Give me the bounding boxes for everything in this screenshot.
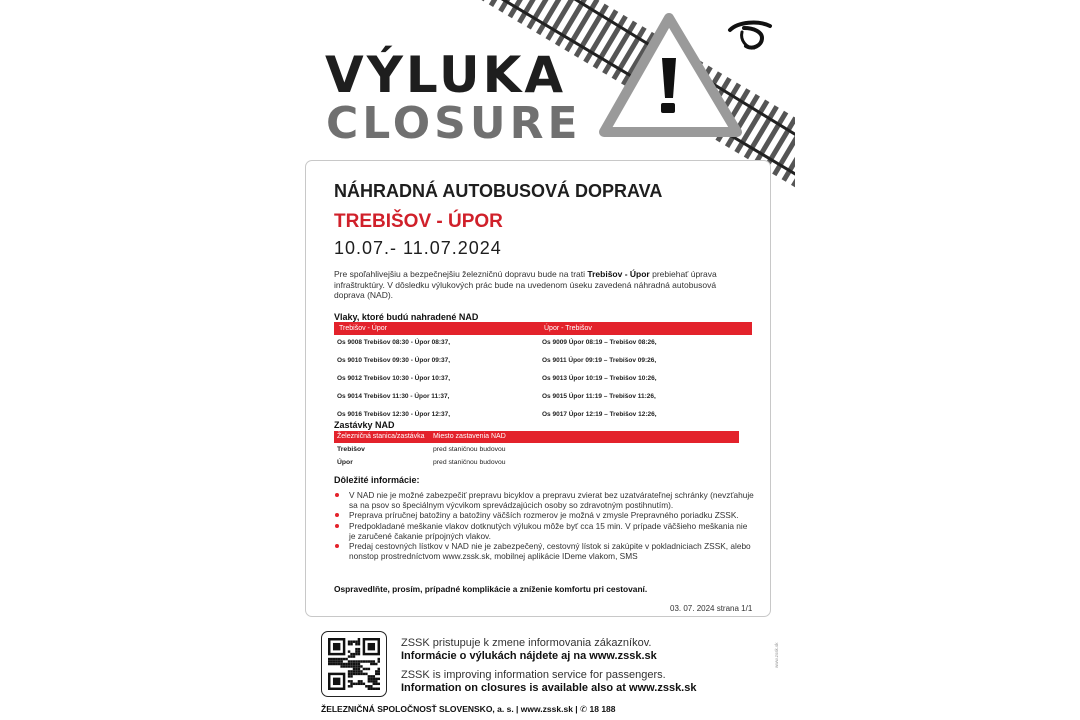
intro-text-1: Pre spoľahlivejšiu a bezpečnejšiu železničnú dopravu bude na trati — [334, 269, 588, 279]
closure-title-sk: VÝLUKA — [325, 46, 567, 104]
intro-text-2: prebiehať úprava infraštruktúry. V dôsledku výlukových prác bude na uvedenom úseku zavedená náhradná autobusová doprava (NAD). — [334, 269, 717, 300]
train-row: Os 9008 Trebišov 08:30 - Úpor 08:37, — [337, 339, 451, 346]
company-footer: ŽELEZNIČNÁ SPOLOČNOSŤ SLOVENSKO, a. s. | www.zssk.sk | ✆ 18 188 — [321, 704, 616, 714]
train-row: Os 9010 Trebišov 09:30 - Úpor 09:37, — [337, 357, 451, 364]
intro-paragraph — [334, 269, 744, 301]
page-footnote: 03. 07. 2024 strana 1/1 — [670, 604, 753, 613]
list-item — [334, 490, 754, 510]
trains-header-right: Úpor - Trebišov — [544, 325, 592, 332]
trains-header-bar — [334, 322, 752, 335]
list-item — [334, 541, 754, 561]
route-title: TREBIŠOV - ÚPOR — [334, 211, 503, 232]
bullet-icon — [335, 513, 339, 517]
footer-info-sk-link[interactable]: Informácie o výlukách nájdete aj na www.zssk.sk — [401, 650, 657, 662]
stops-header-station: Železničná stanica/zastávka — [337, 433, 425, 440]
important-title: Dôležité informácie: — [334, 475, 420, 485]
footer-info-en-link[interactable]: Information on closures is available also at www.zssk.sk — [401, 682, 697, 694]
footer-info-sk: ZSSK pristupuje k zmene informovania zákazníkov. — [401, 637, 652, 649]
bullet-icon — [335, 524, 339, 528]
list-item-text: Predaj cestovných lístkov v NAD nie je zabezpečený, cestovný lístok si zakúpite v pokladniciach ZSSK, alebo nonstop prostredníctvom www.zssk.sk, mobilnej aplikácie IDeme vlakom, SMS — [349, 541, 751, 562]
list-item-text: Preprava príručnej batožiny a batožiny väčších rozmerov je možná v zmysle Prepravného poriadku ZSSK. — [349, 510, 739, 521]
important-list — [334, 490, 754, 561]
notice-heading: NÁHRADNÁ AUTOBUSOVÁ DOPRAVA — [334, 181, 663, 201]
train-row: Os 9012 Trebišov 10:30 - Úpor 10:37, — [337, 375, 451, 382]
train-row: Os 9011 Úpor 09:19 – Trebišov 09:26, — [542, 357, 657, 364]
train-row: Os 9016 Trebišov 12:30 - Úpor 12:37, — [337, 411, 451, 418]
list-item — [334, 521, 754, 541]
stop-station: Trebišov — [337, 446, 365, 453]
trains-section-title: Vlaky, ktoré budú nahradené NAD — [334, 312, 479, 322]
closure-dates: 10.07.- 11.07.2024 — [334, 238, 502, 258]
list-item-text: V NAD nie je možné zabezpečiť prepravu bicyklov a prepravu zvierat bez uzatvárateľnej schránky (nevzťahuje sa na psov so špeciálnym výcvikom sprevádzajúcich osoby so zdravotným postihnutím). — [349, 490, 754, 511]
side-credit: www.zssk.sk — [774, 642, 779, 668]
closure-title-en: CLOSURE — [326, 98, 582, 149]
train-row: Os 9013 Úpor 10:19 – Trebišov 10:26, — [542, 375, 657, 382]
bullet-icon — [335, 544, 339, 548]
stops-section-title: Zastávky NAD — [334, 420, 395, 430]
qr-code-icon — [328, 638, 380, 690]
train-row: Os 9009 Úpor 08:19 – Trebišov 08:26, — [542, 339, 657, 346]
train-row: Os 9014 Trebišov 11:30 - Úpor 11:37, — [337, 393, 450, 400]
train-row: Os 9015 Úpor 11:19 – Trebišov 11:26, — [542, 393, 656, 400]
footer-info-en: ZSSK is improving information service for passengers. — [401, 669, 666, 681]
stop-place: pred staničnou budovou — [433, 459, 506, 466]
stops-header-place: Miesto zastavenia NAD — [433, 433, 506, 440]
intro-route: Trebišov - Úpor — [587, 269, 650, 279]
list-item — [334, 510, 754, 520]
stop-place: pred staničnou budovou — [433, 446, 506, 453]
trains-header-left: Trebišov - Úpor — [339, 325, 387, 332]
stop-station: Úpor — [337, 459, 353, 466]
zssk-logo-icon — [724, 18, 774, 52]
train-row: Os 9017 Úpor 12:19 – Trebišov 12:26, — [542, 411, 657, 418]
list-item-text: Predpokladané meškanie vlakov dotknutých výlukou môže byť cca 15 min. V prípade väčšieho meškania nie je zaručené čakanie prípojných vlakov. — [349, 520, 748, 541]
bullet-icon — [335, 493, 339, 497]
stops-header-bar — [334, 431, 739, 443]
qr-code[interactable] — [321, 631, 387, 697]
apology-text: Ospravedlňte, prosím, prípadné komplikácie a zníženie komfortu pri cestovaní. — [334, 584, 648, 594]
